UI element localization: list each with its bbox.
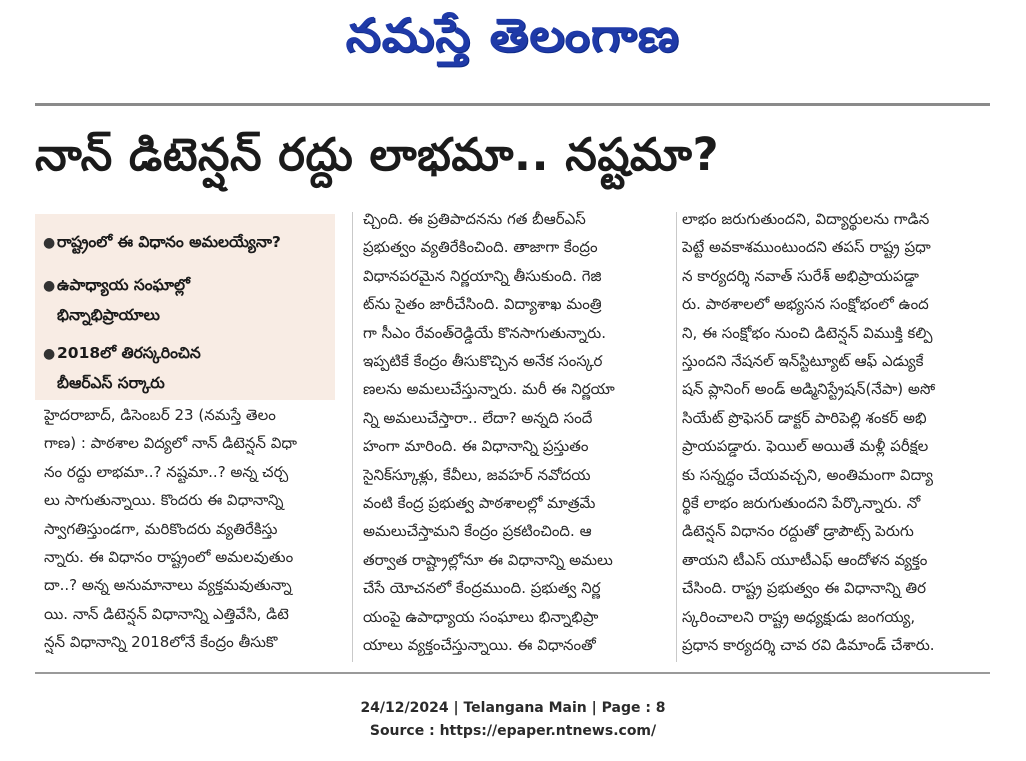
text-line: గాణ) : పాఠశాల విద్యలో నాన్ డిటెన్షన్ విధా (44, 434, 297, 453)
text-line: ర్థికే లాభం జరుగుతుందని పేర్కొన్నారు. నో (682, 494, 921, 513)
highlight-line: 2018లో తిరస్కరించిన (57, 344, 201, 362)
masthead-logo: నమస్తే తెలంగాణ (345, 8, 681, 62)
text-line: విధానపరమైన నిర్ణయాన్ని తీసుకుంది. గెజి (363, 266, 602, 285)
column-divider (352, 212, 353, 662)
bullet-icon: ● (43, 278, 56, 294)
highlights-box (35, 214, 335, 400)
text-line: తర్వాత రాష్ట్రాల్లోనూ ఈ విధానాన్ని అమలు (363, 550, 613, 569)
highlight-item (43, 228, 281, 258)
text-line: ప్రధాన కార్యదర్శి చావ రవి డిమాండ్ చేశారు. (682, 636, 935, 655)
text-line: ణలను అమలుచేస్తున్నారు. మరీ ఈ నిర్ణయా (363, 380, 615, 399)
text-line: ప్రాయపడ్డారు. ఫెయిల్ అయితే మళ్లీ పరీక్షల (682, 437, 929, 456)
text-line: వంటి కేంద్ర ప్రభుత్వ పాఠశాలల్లో మాత్రమే (363, 494, 596, 513)
text-line: ని, ఈ సంక్షోభం నుంచి డిటెన్షన్ విముక్తి కల్పి (682, 323, 933, 342)
footer-source: Source : https://epaper.ntnews.com/ (369, 723, 657, 739)
text-line: లు సాగుతున్నాయి. కొందరు ఈ విధానాన్ని (44, 491, 284, 510)
text-line: న్నారు. ఈ విధానం రాష్ట్రంలో అమలవుతుం (44, 548, 294, 567)
text-line: చ్చింది. ఈ ప్రతిపాదనను గత బీఆర్ఎస్ (363, 210, 586, 228)
text-line: ప్రభుత్వం వ్యతిరేకించింది. తాజాగా కేంద్రం (363, 238, 598, 257)
text-line: యి. నాన్ డిటెన్షన్ విధానాన్ని ఎత్తివేసి, డిటె (44, 604, 289, 623)
text-line: న కార్యదర్శి నవాత్ సురేశ్ అభిప్రాయపడ్డా (682, 266, 919, 285)
text-line: దా..? అన్న అనుమానాలు వ్యక్తమవుతున్నా (44, 576, 292, 595)
text-line: లాభం జరుగుతుందని, విద్యార్థులను గాడిన (682, 210, 930, 228)
text-line: స్కరించాలని రాష్ట్ర అధ్యక్షుడు జంగయ్య, (682, 607, 916, 626)
bullet-icon: ● (43, 235, 56, 251)
text-line: హైదరాబాద్, డిసెంబర్ 23 (నమస్తే తెలం (44, 406, 276, 424)
text-line: గా సీఎం రేవంత్‌రెడ్డియే కొనసాగుతున్నారు. (363, 323, 606, 342)
highlight-line: రాష్ట్రంలో ఈ విధానం అమలయ్యేనా? (57, 233, 281, 251)
text-line: పెట్టే అవకాశముంటుందని తపస్ రాష్ట్ర ప్రధా (682, 238, 931, 257)
article-column-1 (44, 401, 364, 657)
text-line: న్ని అమలుచేస్తారా.. లేదా? అన్నది సందే (363, 408, 593, 427)
text-line: సియేట్ ప్రొఫెసర్ డాక్టర్ పారిపెల్లి శంకర్ అభి (682, 408, 927, 427)
text-line: స్వాగతిస్తుండగా, మరికొందరు వ్యతిరేకిస్తు (44, 519, 278, 538)
text-line: సైనిక్‌స్కూళ్లు, కేవీలు, జవహర్ నవోదయ (363, 465, 591, 484)
text-line: నం రద్దు లాభమా..? నష్టమా..? అన్న చర్చ (44, 462, 289, 481)
text-line: షన్ ప్లానింగ్ అండ్ అడ్మినిస్ట్రేషన్(నేపా) అసో (682, 380, 936, 399)
highlight-line: భిన్నాభిప్రాయాలు (57, 306, 160, 324)
article-headline: నాన్ డిటెన్షన్ రద్దు లాభమా.. నష్టమా? (35, 128, 720, 181)
article-column-2 (363, 205, 671, 660)
highlight-line: ఉపాధ్యాయ సంఘాల్లో (57, 276, 190, 294)
text-line: తాయని టీఎస్ యూటీఎఫ్ ఆందోళన వ్యక్తం (682, 550, 928, 569)
masthead (0, 8, 1026, 74)
text-line: కు సన్నద్ధం చేయవచ్చని, అంతిమంగా విద్యా (682, 465, 934, 484)
bullet-icon: ● (43, 346, 56, 362)
text-line: చేసింది. రాష్ట్ర ప్రభుత్వం ఈ విధానాన్ని తిర (682, 579, 927, 598)
top-divider (35, 103, 990, 106)
highlight-item (43, 271, 190, 330)
text-line: ట్‌ను సైతం జారీచేసింది. విద్యాశాఖ మంత్రి (363, 295, 602, 314)
text-line: న్షన్ విధానాన్ని 2018లోనే కేంద్రం తీసుకొ (44, 633, 278, 652)
text-line: రు. పాఠశాలలో అభ్యసన సంక్షోభంలో ఉంద (682, 295, 929, 314)
text-line: యంపై ఉపాధ్యాయ సంఘాలు భిన్నాభిప్రా (363, 607, 599, 626)
highlight-line: బీఆర్ఎస్ సర్కారు (57, 374, 165, 392)
text-line: ఇప్పటికే కేంద్రం తీసుకొచ్చిన అనేక సంస్కర (363, 352, 603, 371)
text-line: చేసే యోచనలో కేంద్రముంది. ప్రభుత్వ నిర్ణ (363, 579, 601, 598)
text-line: స్తుందని నేషనల్ ఇన్‌స్టిట్యూట్ ఆఫ్ ఎడ్యుకే (682, 352, 924, 371)
bottom-divider (35, 672, 990, 674)
column-divider (676, 212, 677, 662)
text-line: హంగా మారింది. ఈ విధానాన్ని ప్రస్తుతం (363, 437, 589, 456)
article-column-3 (682, 205, 992, 660)
text-line: అమలుచేస్తామని కేంద్రం ప్రకటించింది. ఆ (363, 522, 592, 541)
highlight-item (43, 339, 201, 398)
text-line: డిటెన్షన్ విధానం రద్దుతో డ్రాపౌట్స్ పెరుగు (682, 522, 914, 541)
text-line: యాలు వ్యక్తంచేస్తున్నాయి. ఈ విధానంతో (363, 636, 596, 655)
footer-edition-info: 24/12/2024 | Telangana Main | Page : 8 (360, 700, 666, 716)
